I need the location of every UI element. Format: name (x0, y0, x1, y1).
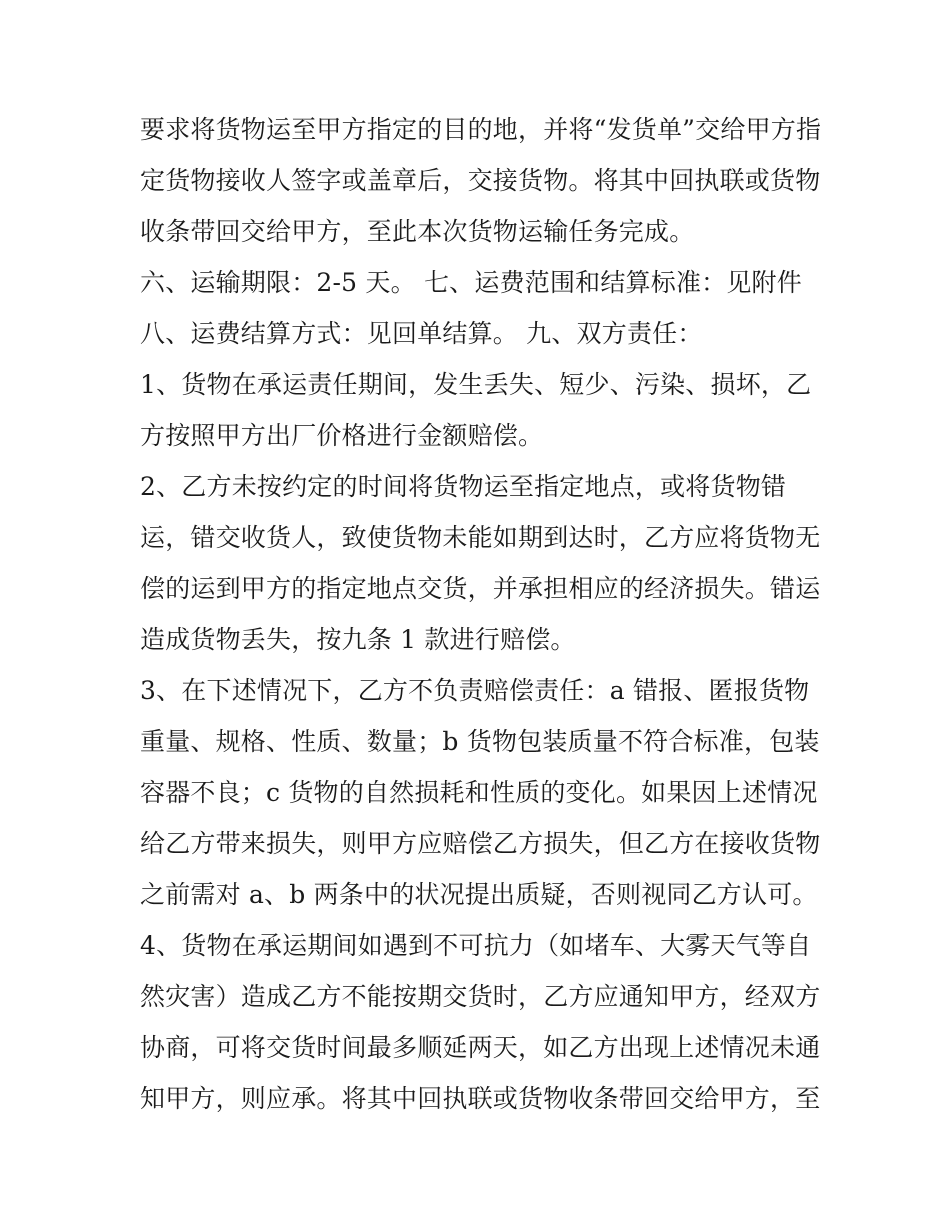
text-line: 偿的运到甲方的指定地点交货，并承担相应的经济损失。错运 (140, 574, 821, 603)
text-line: 方按照甲方出厂价格进行金额赔偿。 (140, 421, 544, 450)
text-line: 重量、规格、性质、数量；b 货物包装质量不符合标准，包装 (140, 727, 820, 756)
text-line: 然灾害）造成乙方不能按期交货时，乙方应通知甲方，经双方 (140, 982, 821, 1011)
text-line: 要求将货物运至甲方指定的目的地，并将“发货单”交给甲方指 (140, 115, 822, 144)
text-line: 1、货物在承运责任期间，发生丢失、短少、污染、损坏，乙 (140, 370, 812, 399)
text-line: 知甲方，则应承。将其中回执联或货物收条带回交给甲方，至 (140, 1084, 821, 1113)
text-line: 之前需对 a、b 两条中的状况提出质疑，否则视同乙方认可。 (140, 880, 818, 909)
text-line: 造成货物丢失，按九条 1 款进行赔偿。 (140, 625, 576, 654)
text-line: 收条带回交给甲方，至此本次货物运输任务完成。 (140, 217, 695, 246)
text-line: 3、在下述情况下，乙方不负责赔偿责任：a 错报、匿报货物 (140, 676, 810, 705)
text-line: 给乙方带来损失，则甲方应赔偿乙方损失，但乙方在接收货物 (140, 829, 821, 858)
text-line: 协商，可将交货时间最多顺延两天，如乙方出现上述情况未通 (140, 1033, 821, 1062)
text-line: 运，错交收货人，致使货物未能如期到达时，乙方应将货物无 (140, 523, 821, 552)
text-line: 定货物接收人签字或盖章后，交接货物。将其中回执联或货物 (140, 166, 821, 195)
text-line: 4、货物在承运期间如遇到不可抗力（如堵车、大雾天气等自 (140, 931, 812, 960)
text-line: 2、乙方未按约定的时间将货物运至指定地点，或将货物错 (140, 472, 787, 501)
text-line: 六、运输期限：2-5 天。 七、运费范围和结算标准：见附件 (140, 268, 802, 297)
contract-body-text (140, 104, 830, 1124)
text-line: 八、运费结算方式：见回单结算。 九、双方责任： (140, 319, 703, 348)
text-line: 容器不良；c 货物的自然损耗和性质的变化。如果因上述情况 (140, 778, 818, 807)
